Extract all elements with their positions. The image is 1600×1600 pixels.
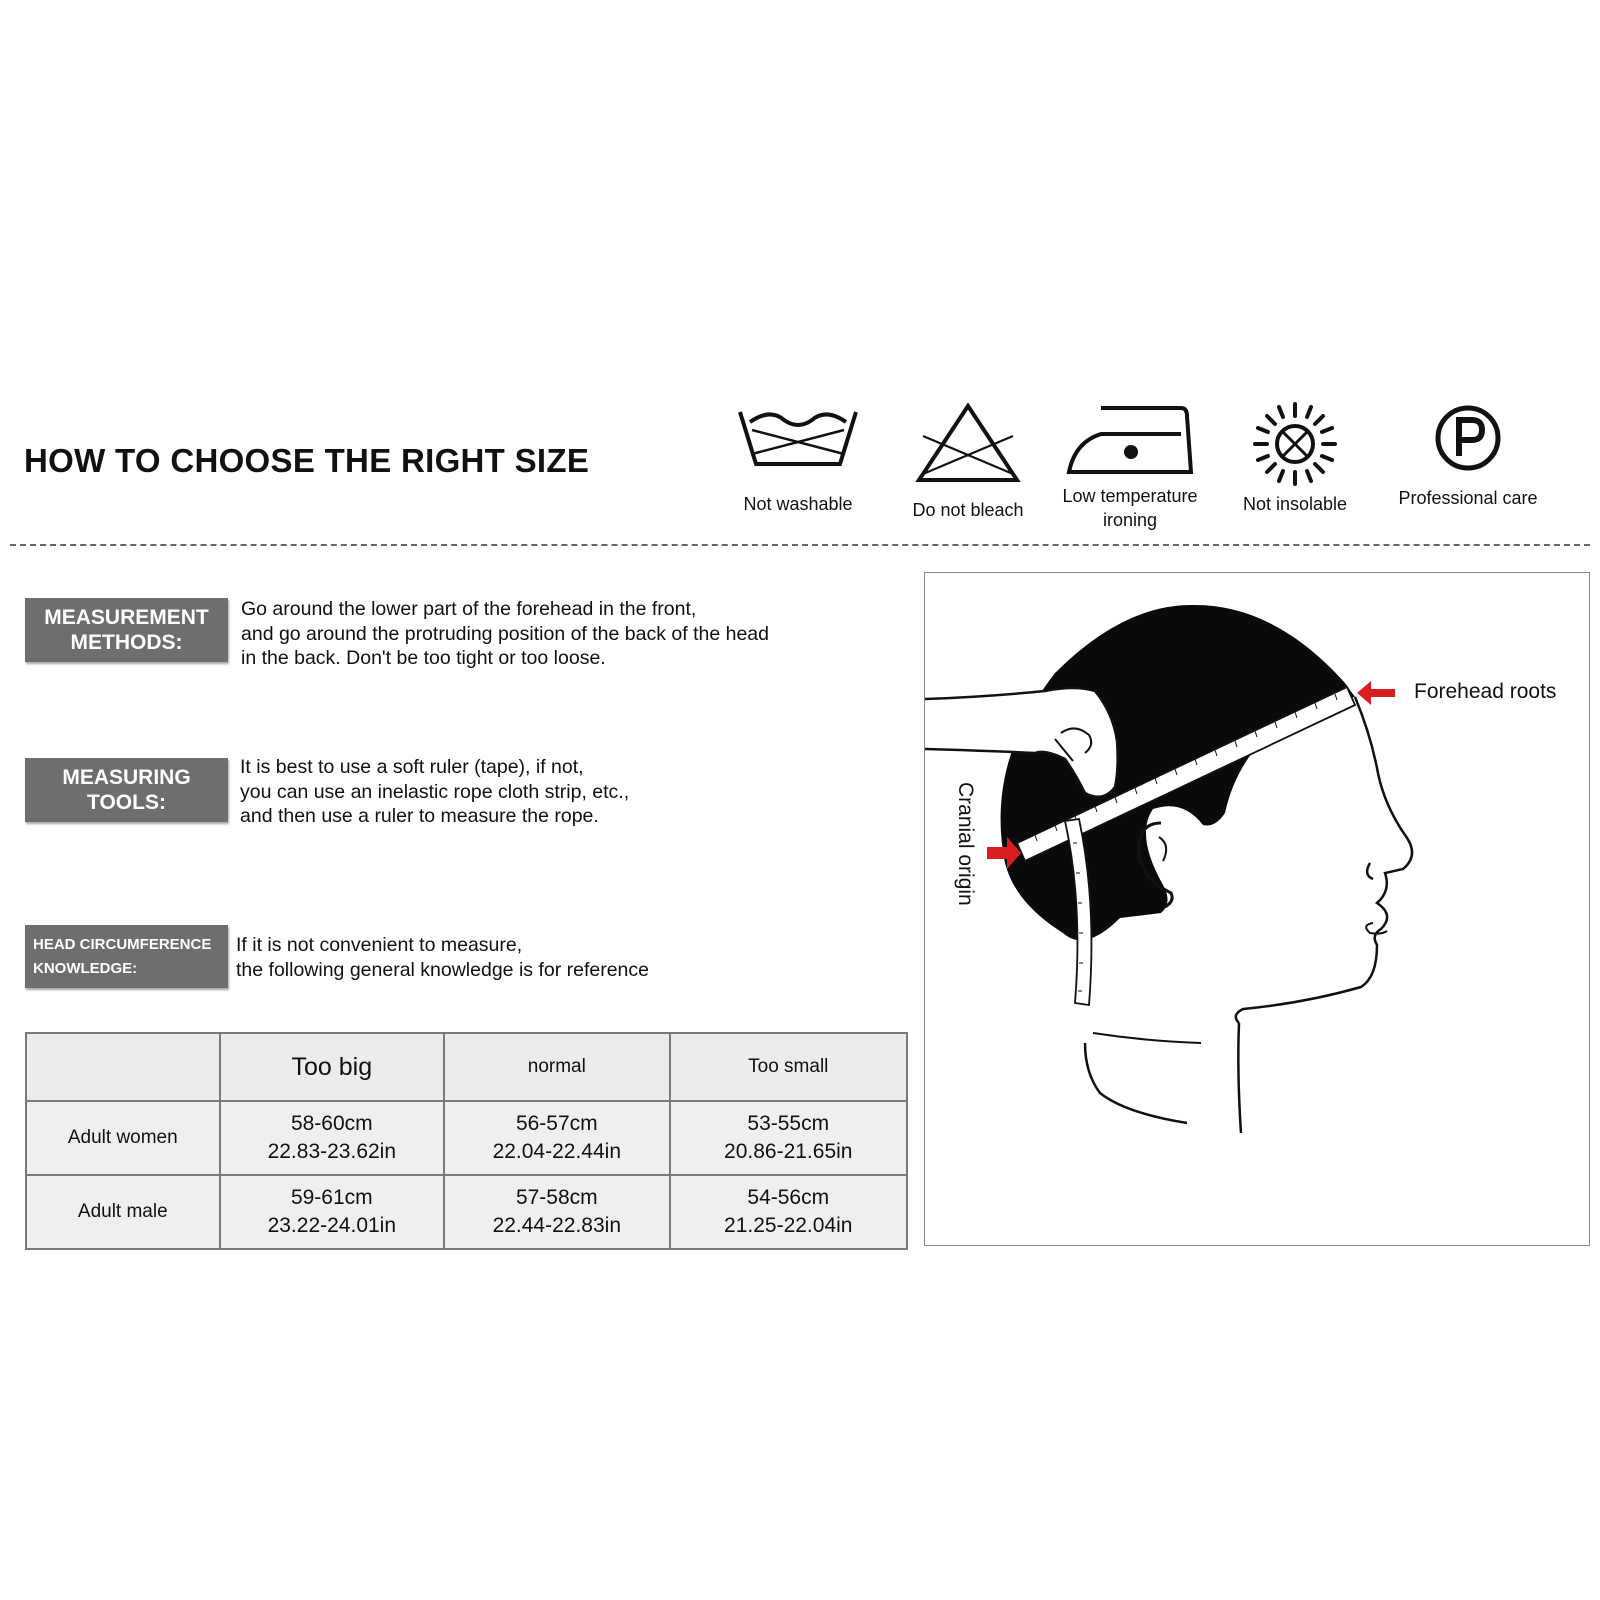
professional-care-icon [1432, 402, 1504, 474]
care-item-low-temperature-ironing [1050, 402, 1210, 532]
measurement-methods-tag [25, 598, 228, 662]
care-label: Not washable [743, 494, 853, 514]
size-table [25, 1032, 908, 1250]
care-label: Not insolable [1242, 494, 1348, 514]
care-label: Do not bleach [912, 500, 1024, 520]
care-label-line1: Low temperature [1062, 486, 1198, 506]
page-title: HOW TO CHOOSE THE RIGHT SIZE [24, 442, 590, 479]
table-cell [444, 1175, 669, 1249]
cell-cm: 54-56cm [747, 1186, 830, 1209]
care-item-not-washable [728, 402, 868, 516]
cell-in: 22.04-22.44in [492, 1140, 622, 1163]
cell-in: 23.22-24.01in [267, 1214, 397, 1237]
text-line: and then use a ruler to measure the rope. [240, 805, 599, 827]
row-label: Adult male [26, 1175, 220, 1249]
forehead-roots-label: Forehead roots [1414, 680, 1557, 703]
table-cell [220, 1175, 444, 1249]
cranial-origin-label: Cranial origin [954, 782, 977, 906]
text-line: in the back. Don't be too tight or too loose. [241, 647, 606, 669]
head-circumference-knowledge-text [236, 933, 649, 982]
table-cell [444, 1101, 669, 1175]
table-header-cell: Too small [670, 1033, 907, 1101]
cell-cm: 58-60cm [290, 1112, 373, 1135]
cell-cm: 59-61cm [290, 1186, 373, 1209]
not-washable-icon [736, 402, 860, 472]
care-label: Professional care [1398, 488, 1538, 508]
measurement-methods-text [241, 597, 769, 671]
tag-line: METHODS: [70, 631, 183, 654]
measuring-tools-tag [25, 758, 228, 822]
cell-in: 21.25-22.04in [724, 1214, 853, 1237]
cell-in: 20.86-21.65in [724, 1140, 853, 1163]
table-header-cell [26, 1033, 220, 1101]
cell-in: 22.83-23.62in [267, 1140, 397, 1163]
text-line: If it is not convenient to measure, [236, 934, 523, 956]
table-cell [220, 1101, 444, 1175]
measuring-tools-text [240, 755, 629, 829]
text-line: the following general knowledge is for reference [236, 958, 649, 981]
cell-cm: 57-58cm [515, 1186, 598, 1209]
forehead-arrow-icon [1357, 681, 1395, 705]
cell-in: 22.44-22.83in [492, 1214, 622, 1237]
tag-line: MEASURING [62, 766, 191, 789]
care-item-professional-care [1388, 402, 1548, 510]
table-header-row [26, 1033, 907, 1101]
table-header-cell: normal [444, 1033, 669, 1101]
low-temperature-ironing-icon [1065, 402, 1195, 476]
tag-line: HEAD CIRCUMFERENCE [33, 936, 212, 953]
text-line: Go around the lower part of the forehead in the front, [241, 598, 697, 620]
tag-line: TOOLS: [87, 791, 166, 814]
tag-line: MEASUREMENT [44, 606, 209, 629]
row-label: Adult women [26, 1101, 220, 1175]
table-header-cell: Too big [220, 1033, 444, 1101]
cell-cm: 56-57cm [515, 1112, 598, 1135]
text-line: you can use an inelastic rope cloth strip, etc., [240, 780, 630, 803]
care-item-not-insolable [1225, 402, 1365, 516]
head-measurement-figure [924, 572, 1590, 1246]
tag-line: KNOWLEDGE: [33, 960, 138, 977]
text-line: and go around the protruding position of the back of the head [241, 622, 769, 645]
section-divider [10, 544, 1590, 546]
head-circumference-knowledge-tag [25, 925, 228, 988]
table-row [26, 1101, 907, 1175]
care-item-do-not-bleach [898, 402, 1038, 522]
table-row [26, 1175, 907, 1249]
table-cell [670, 1175, 907, 1249]
text-line: It is best to use a soft ruler (tape), if not, [240, 756, 584, 778]
table-cell [670, 1101, 907, 1175]
cell-cm: 53-55cm [747, 1112, 830, 1135]
not-insolable-icon [1253, 402, 1337, 486]
head-illustration [925, 573, 1588, 1244]
care-label-line2: ironing [1102, 510, 1158, 530]
do-not-bleach-icon [913, 402, 1023, 484]
